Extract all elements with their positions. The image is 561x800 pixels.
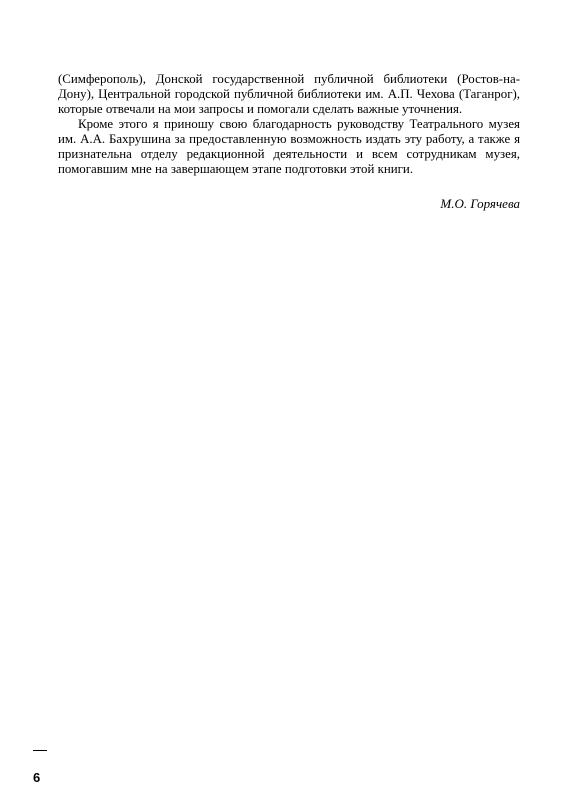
footer-rule	[33, 750, 47, 751]
paragraph-continued: (Симферополь), Донской государственной публичной библиотеки (Ростов-на-Дону), Центральной городской публичной библиотеки им. А.П. Чехова (Таганрог), которые отвечали на мои запросы и помогали сделать важные уточнения.	[58, 72, 520, 116]
page-number: 6	[33, 770, 41, 785]
paragraph-acknowledgement: Кроме этого я приношу свою благодарность руководству Театрального музея им. А.А. Бахрушина за предоставленную возможность издать эту работу, а также я признательна отделу редакционной деятельности и всем сотрудникам музея, помогавшим мне на завершающем этапе подготовки этой книги.	[58, 117, 520, 176]
author-signature: М.О. Горячева	[440, 196, 520, 211]
body-text	[58, 72, 520, 177]
